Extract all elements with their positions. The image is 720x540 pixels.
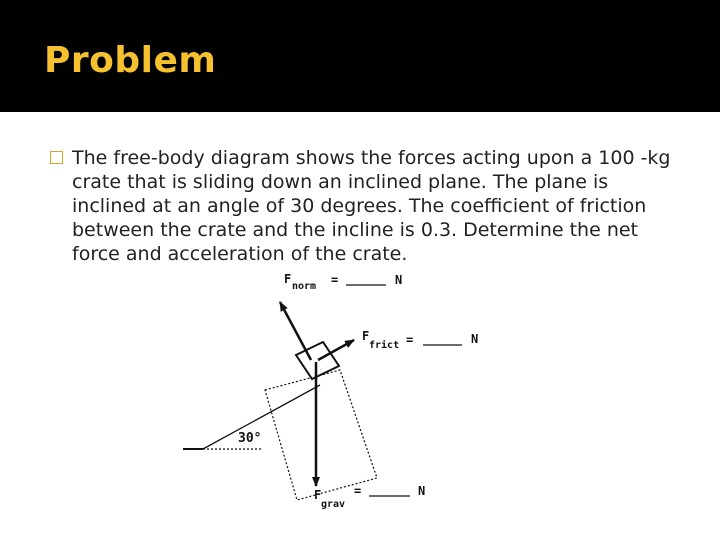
gravity-force-symbol: F bbox=[314, 488, 322, 502]
normal-force-label bbox=[284, 272, 402, 292]
gravity-force-label bbox=[314, 484, 425, 510]
friction-force-subscript: frict bbox=[369, 340, 400, 351]
normal-force-symbol: F bbox=[284, 272, 292, 286]
incline-edge bbox=[203, 385, 320, 449]
normal-force-equals: = bbox=[331, 273, 339, 287]
gravity-force-equals: = bbox=[354, 484, 362, 498]
friction-force-label bbox=[362, 329, 478, 351]
normal-force-unit: N bbox=[395, 273, 403, 287]
friction-force-unit: N bbox=[471, 332, 479, 346]
slide-title: Problem bbox=[44, 40, 217, 81]
crate bbox=[296, 342, 339, 379]
normal-force-arrow bbox=[280, 302, 311, 360]
incline-plane bbox=[265, 370, 377, 500]
friction-force-equals: = bbox=[406, 333, 414, 347]
angle-label: 30° bbox=[238, 431, 262, 446]
bullet-text: The free-body diagram shows the forces acting upon a 100 -kg crate that is sliding down an inclined plane. The plane is inclined at an angle of 30 degrees. The coefficient of friction between the crate and the incline is 0.3. Determine the net force and acceleration of the crate. bbox=[72, 147, 671, 265]
normal-force-subscript: norm bbox=[292, 281, 317, 292]
gravity-force-subscript: grav bbox=[321, 499, 346, 510]
gravity-force-unit: N bbox=[418, 484, 426, 498]
friction-force-symbol: F bbox=[362, 329, 370, 343]
